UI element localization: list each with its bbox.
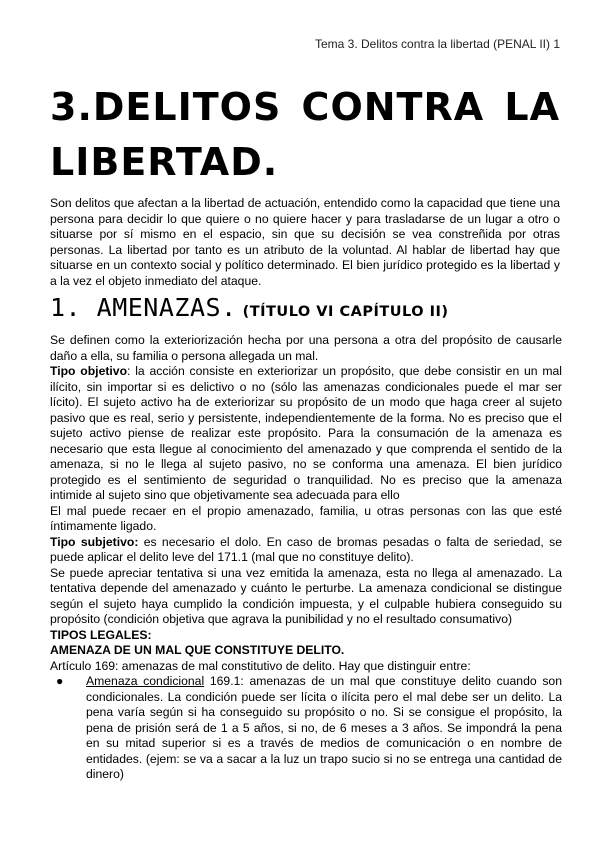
section-heading bbox=[50, 293, 570, 323]
page-header: Tema 3. Delitos contra la libertad (PENAL II) 1 bbox=[315, 37, 560, 51]
section-heading-sub: (TÍTULO VI CAPÍTULO II) bbox=[242, 304, 449, 320]
section-heading-main: 1. AMENAZAS. bbox=[50, 293, 237, 322]
tipo-objetivo-text: : la acción consiste en exteriorizar un propósito, que debe consistir en un mal ilícito, sin importar si es delictivo o no (sólo las amenazas condicionales puede el mar ser lícito). El sujeto activo ha de exteriorizar su propósito de un modo que haga creer al sujeto pasivo que es real, serio y persistente, independientemente de la forma. No es preciso que el sujeto activo piense de realizar este propósito. Para la consumación de la amenaza es necesario que esta llegue al conocimiento del amenazado y que comprenda el sentido de la amenaza, si no le llega al sujeto pasivo, no se conforma una amenaza. El bien jurídico protegido es el sentimiento de seguridad o tranquilidad. No es preciso que la amenaza intimide al sujeto sino que objetivamente sea adecuada para ello bbox=[50, 364, 563, 502]
tipo-objetivo-paragraph bbox=[50, 364, 562, 504]
amenaza-condicional-text: 169.1: amenazas de un mal que constituye delito cuando son condicionales. La condición puede ser lícita o ilícita pero el mal debe ser un delito. La pena varía según si ha conseguido su propósito o no. Si se consigue el propósito, la pena de prisión será de 1 a 5 años, si no, de 6 meses a 3 años. Se impondrá la pena en su mitad superior si es a través de medios de comunicación o en nombre de entidades. (ejem: se va a sacar a la luz un trapo sucio si no se entrega una cantidad de dinero) bbox=[86, 674, 562, 781]
amenaza-mal-delito-heading bbox=[50, 643, 562, 659]
tipo-objetivo-label: Tipo objetivo bbox=[50, 364, 128, 378]
section-body bbox=[50, 333, 562, 783]
tipos-legales-label: TIPOS LEGALES: bbox=[50, 627, 152, 642]
intro-paragraph: Son delitos que afectan a la libertad de actuación, entendido como la capacidad que tiene una persona para decidir lo que quiere o no quiere hacer y para trasladarse de un lugar a otro o situarse por sí mismo en el espacio, sin que su decisión se vea constreñida por otras personas. La libertad por tanto es un atributo de la voluntad. Al hablar de libertad hay que situarse en un contexto social y político determinado. El bien jurídico protegido es la libertad y a la vez el objeto inmediato del ataque. bbox=[50, 196, 560, 288]
amenaza-condicional-label: Amenaza condicional bbox=[86, 674, 205, 688]
tentativa-paragraph: Se puede apreciar tentativa si una vez emitida la amenaza, esta no llega al amenazado. La tentativa depende del amenazado y cuánto le perturbe. La amenaza condicional se distingue según el sujeto haya cumplido la condición impuesta, y el culpable hubiera conseguido su propósito (condición objetiva que agrava la punibilidad y no el resultado consumativo) bbox=[50, 565, 562, 626]
definition-paragraph: Se definen como la exteriorización hecha por una persona a otra del propósito de causarle daño a ella, su familia o persona allegada un mal. bbox=[50, 333, 562, 363]
tipos-legales-heading bbox=[50, 628, 562, 644]
tipo-subjetivo-paragraph bbox=[50, 535, 562, 566]
articulo-169-paragraph: Artículo 169: amenazas de mal constitutivo de delito. Hay que distinguir entre: bbox=[50, 658, 471, 673]
chapter-title: 3.DELITOS CONTRA LA LIBERTAD. bbox=[50, 85, 560, 184]
tipo-subjetivo-text: es necesario el dolo. En caso de bromas pesadas o falta de seriedad, se puede aplicar el delito leve del 171.1 (mal que no constituye delito). bbox=[50, 534, 562, 564]
mal-recaer-paragraph: El mal puede recaer en el propio amenazado, familia, u otras personas con las que esté íntimamente ligado. bbox=[50, 503, 562, 533]
amenaza-mal-delito-label: AMENAZA DE UN MAL QUE CONSTITUYE DELITO. bbox=[50, 643, 345, 657]
list-item bbox=[50, 674, 562, 783]
bullet-icon: ● bbox=[56, 674, 64, 688]
tipo-subjetivo-label: Tipo subjetivo: bbox=[50, 534, 139, 549]
